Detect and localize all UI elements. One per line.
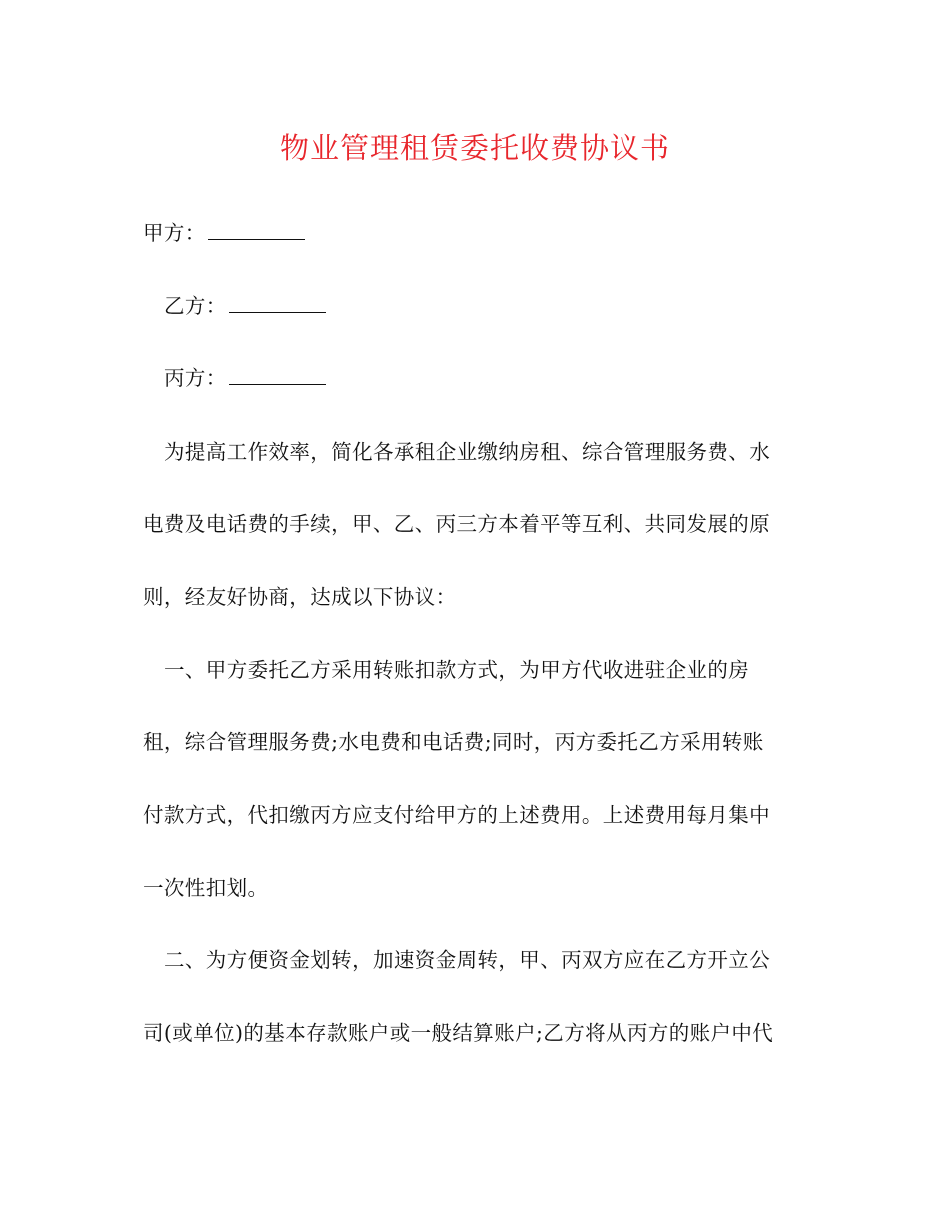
paragraph-line: 电费及电话费的手续，甲、乙、丙三方本着平等互利、共同发展的原 <box>143 512 770 536</box>
paragraph-line: 则，经友好协商，达成以下协议： <box>143 585 457 609</box>
paragraph-line: 为提高工作效率，简化各承租企业缴纳房租、综合管理服务费、水 <box>164 440 771 464</box>
paragraph-line: 二、为方便资金划转，加速资金周转，甲、丙双方应在乙方开立公 <box>164 948 771 972</box>
paragraph-line: 一、甲方委托乙方采用转账扣款方式，为甲方代收进驻企业的房 <box>164 658 750 682</box>
paragraph-line: 一次性扣划。 <box>143 876 269 900</box>
party-b-blank[interactable] <box>229 292 326 313</box>
party-c-line <box>164 364 326 392</box>
party-c-blank[interactable] <box>229 364 326 385</box>
party-b-line <box>164 292 326 320</box>
party-b-label: 乙方： <box>164 294 227 318</box>
party-c-label: 丙方： <box>164 366 227 390</box>
paragraph-line: 付款方式，代扣缴丙方应支付给甲方的上述费用。上述费用每月集中 <box>143 803 770 827</box>
party-a-line <box>143 219 305 247</box>
party-a-blank[interactable] <box>208 219 305 240</box>
paragraph-line: 租，综合管理服务费;水电费和电话费;同时，丙方委托乙方采用转账 <box>143 730 764 754</box>
paragraph-line: 司(或单位)的基本存款账户或一般结算账户;乙方将从丙方的账户中代 <box>143 1021 774 1045</box>
document-title: 物业管理租赁委托收费协议书 <box>279 131 670 165</box>
party-a-label: 甲方： <box>143 221 206 245</box>
